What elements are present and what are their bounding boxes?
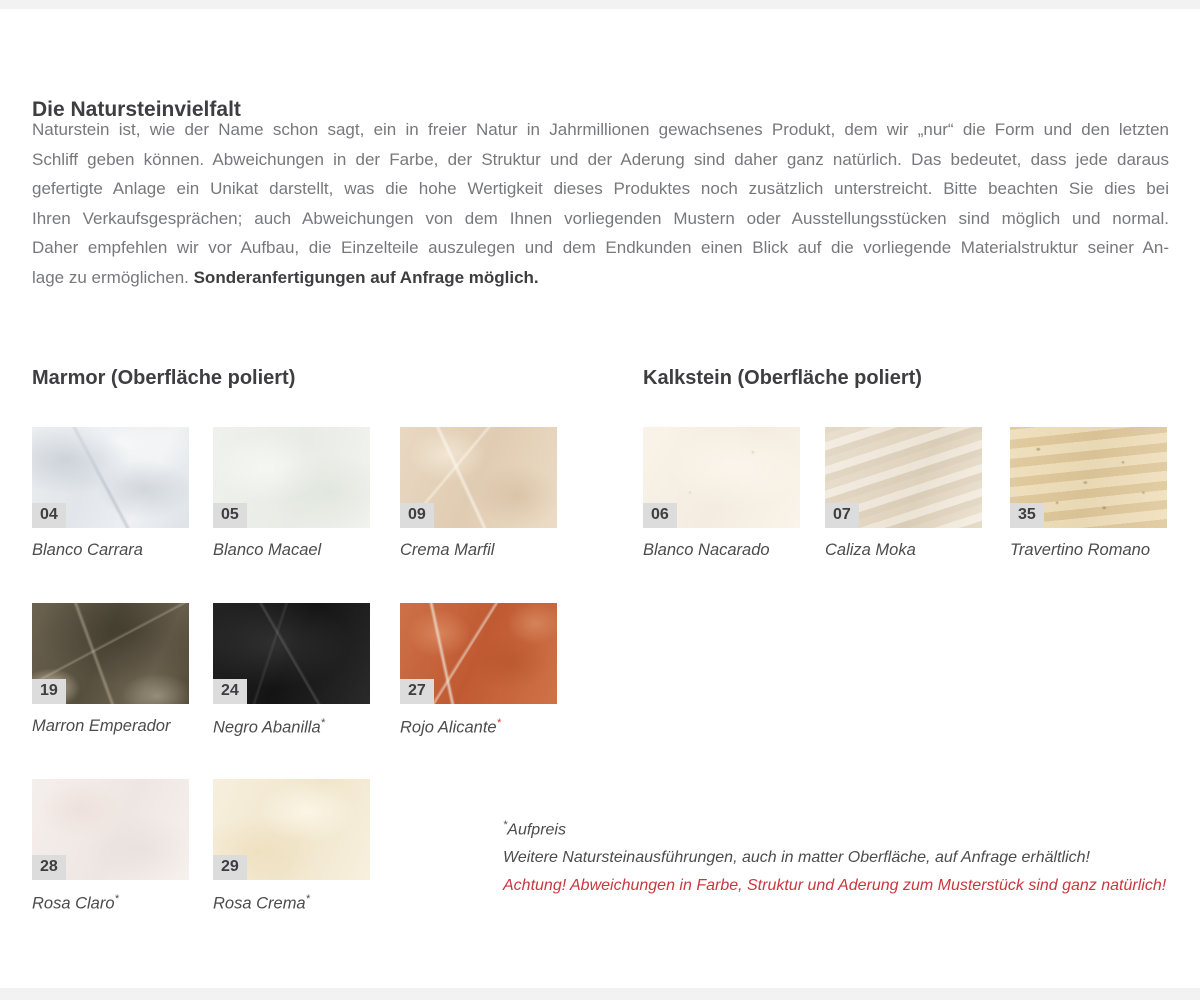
stone-name-text: Negro Abanilla: [213, 718, 321, 737]
stone-name-text: Travertino Romano: [1010, 541, 1151, 559]
stone-swatch-rojo-alicante: [400, 603, 557, 704]
stone-name-text: Rojo Alicante: [400, 718, 497, 737]
stone-code-badge: 07: [825, 503, 859, 528]
surcharge-asterisk: *: [305, 893, 310, 905]
stone-card-negro-abanilla: [213, 603, 370, 738]
stone-swatch-travertino-romano: [1010, 427, 1167, 528]
stone-code-badge: 05: [213, 503, 247, 528]
stone-card-rosa-crema: [213, 779, 370, 914]
stone-name: [213, 717, 370, 738]
stone-swatch-negro-abanilla: [213, 603, 370, 704]
stone-card-rosa-claro: [32, 779, 189, 914]
stone-name-text: Blanco Macael: [213, 541, 322, 559]
footnote-surcharge-text: Aufpreis: [507, 821, 566, 839]
intro-last-line: [32, 263, 1169, 293]
stone-code-badge: 04: [32, 503, 66, 528]
stone-name-text: Rosa Claro: [32, 894, 115, 913]
page-edge-bottom: [0, 988, 1200, 1000]
stone-card-travertino-romano: [1010, 427, 1167, 560]
intro-bold-text: Sonderanfertigungen auf Anfrage möglich.: [193, 267, 539, 287]
footnotes-block: [503, 811, 1166, 900]
stone-name: [825, 541, 982, 560]
stone-name: [32, 717, 189, 736]
stone-code-badge: 09: [400, 503, 434, 528]
stone-name: [400, 717, 557, 738]
page-edge-top: [0, 0, 1200, 9]
stone-name-text: Caliza Moka: [825, 541, 916, 559]
stone-name: [1010, 541, 1167, 560]
stone-name: [643, 541, 800, 560]
stone-name: [213, 893, 370, 914]
stone-code-badge: 35: [1010, 503, 1044, 528]
stone-code-badge: 29: [213, 855, 247, 880]
stone-swatch-crema-marfil: [400, 427, 557, 528]
stone-name: [400, 541, 557, 560]
intro-line: Naturstein ist, wie der Name schon sagt, ein in freier Natur in Jahrmillionen gewachsenes Produkt, dem wir „nur“ die Form und den letzten: [32, 120, 1169, 139]
stone-card-marron-emperador: [32, 603, 189, 736]
stone-card-blanco-macael: [213, 427, 370, 560]
stone-swatch-marron-emperador: [32, 603, 189, 704]
stone-code-badge: 24: [213, 679, 247, 704]
intro-last-text: lage zu ermöglichen.: [32, 267, 194, 287]
footnote-warning: Achtung! Abweichungen in Farbe, Struktur und Aderung zum Musterstück sind ganz natürlich!: [503, 877, 1167, 895]
stone-card-blanco-nacarado: [643, 427, 800, 560]
stone-name-text: Marron Emperador: [32, 717, 171, 735]
intro-line: Daher empfehlen wir vor Aufbau, die Einzelteile auszulegen und dem Endkunden einen Blick auf die vorliegende Materialstruktur seiner An-: [32, 238, 1169, 257]
footnote-more-info: Weitere Natursteinausführungen, auch in matter Oberfläche, auf Anfrage erhältlich!: [503, 849, 1090, 867]
stone-swatch-rosa-crema: [213, 779, 370, 880]
stone-swatch-blanco-nacarado: [643, 427, 800, 528]
stone-swatch-blanco-carrara: [32, 427, 189, 528]
intro-line: Ihren Verkaufsgesprächen; auch Abweichungen von dem Ihnen vorliegenden Mustern oder Ausstellungsstücken sind möglich und normal.: [32, 208, 1169, 228]
stone-name-text: Crema Marfil: [400, 541, 495, 559]
footnote-asterisk: *: [503, 819, 508, 831]
stone-swatch-caliza-moka: [825, 427, 982, 528]
intro-line: gefertigte Anlage ein Unikat darstellt, was die hohe Wertigkeit dieses Produktes noch zusätzlich unterstreicht. Bitte beachten Sie dies bei: [32, 179, 1169, 198]
stone-name: [213, 541, 370, 560]
intro-line: Schliff geben können. Abweichungen in der Farbe, der Struktur und der Aderung sind daher ganz natürlich. Das bedeutet, dass jede daraus: [32, 149, 1169, 169]
stone-name-text: Blanco Nacarado: [643, 541, 770, 559]
stone-code-badge: 06: [643, 503, 677, 528]
section-heading-marmor: Marmor (Oberfläche poliert): [32, 366, 296, 389]
surcharge-asterisk: *: [114, 893, 119, 905]
stone-code-badge: 27: [400, 679, 434, 704]
stone-card-crema-marfil: [400, 427, 557, 560]
surcharge-asterisk-red: *: [496, 717, 501, 729]
stone-name: [32, 541, 189, 560]
stone-card-rojo-alicante: [400, 603, 557, 738]
stone-swatch-blanco-macael: [213, 427, 370, 528]
stone-code-badge: 28: [32, 855, 66, 880]
stone-swatch-rosa-claro: [32, 779, 189, 880]
stone-name: [32, 893, 189, 914]
surcharge-asterisk: *: [320, 717, 325, 729]
stone-code-badge: 19: [32, 679, 66, 704]
footnote-surcharge: [503, 811, 1166, 844]
stone-card-blanco-carrara: [32, 427, 189, 560]
section-heading-kalkstein: Kalkstein (Oberfläche poliert): [643, 366, 922, 389]
stone-name-text: Blanco Carrara: [32, 541, 143, 559]
intro-paragraph: [32, 115, 1169, 292]
stone-card-caliza-moka: [825, 427, 982, 560]
page-title: Die Natursteinvielfalt: [32, 98, 241, 122]
stone-name-text: Rosa Crema: [213, 894, 306, 913]
